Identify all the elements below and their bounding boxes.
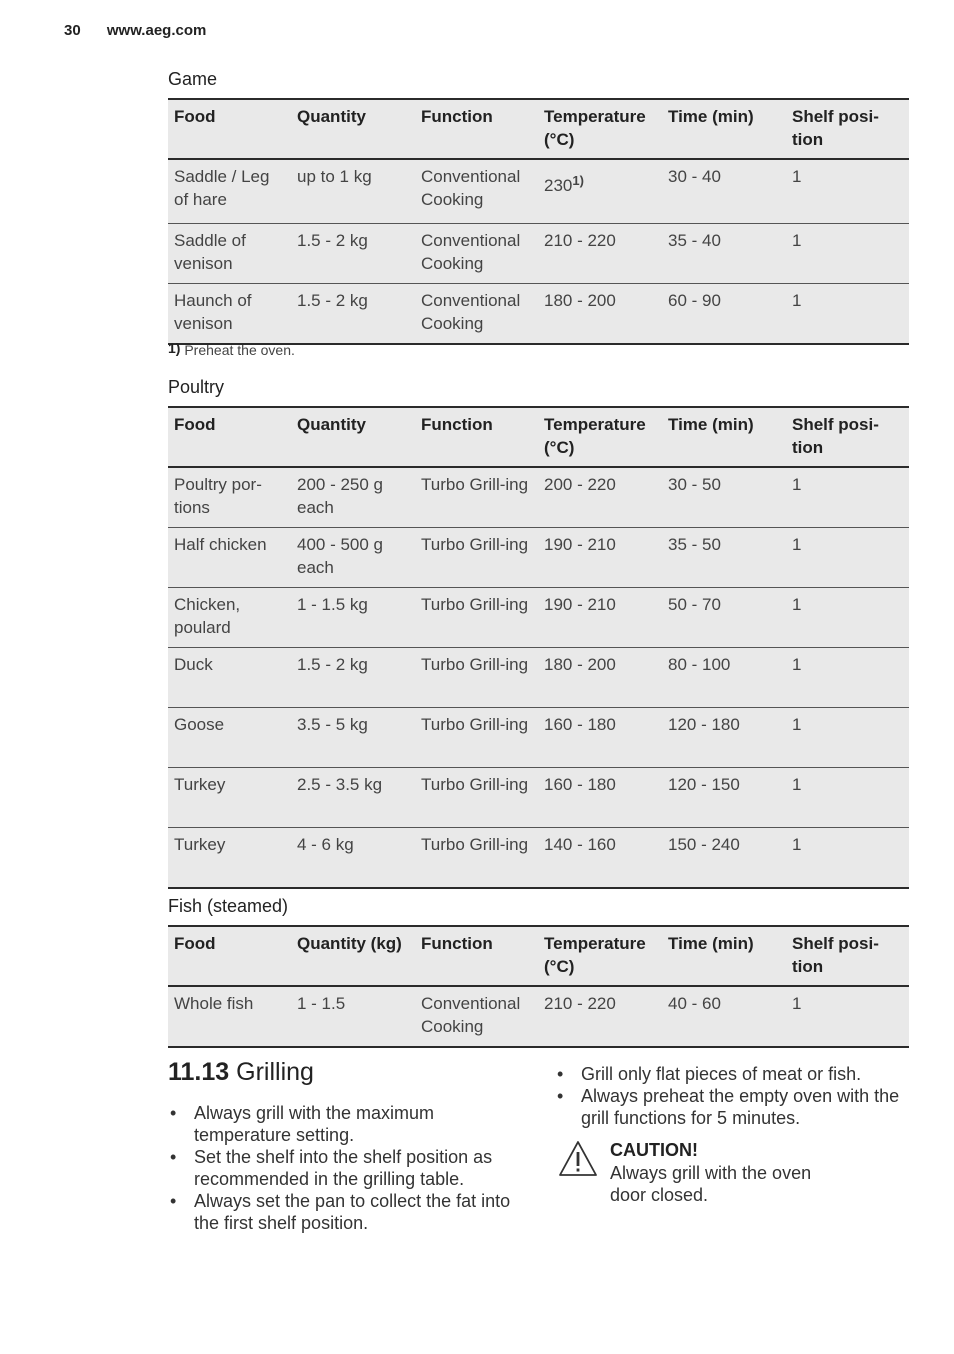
list-item: • Always preheat the empty oven with the grill functions for 5 minutes. (555, 1085, 905, 1129)
cell-function: Turbo Grill-ing (415, 708, 538, 768)
cell-shelf: 1 (786, 528, 909, 588)
cell-time: 80 - 100 (662, 648, 786, 708)
cell-shelf: 1 (786, 588, 909, 648)
col-header-function: Function (415, 407, 538, 467)
cell-temperature: 210 - 220 (538, 224, 662, 284)
table-row (168, 986, 909, 1047)
section-title: Grilling (236, 1058, 314, 1086)
list-item: • Set the shelf into the shelf position as recommended in the grilling table. (168, 1146, 528, 1190)
cell-quantity: 1.5 - 2 kg (291, 648, 415, 708)
cell-time: 30 - 50 (662, 467, 786, 528)
cell-quantity: 400 - 500 g each (291, 528, 415, 588)
section-title-fish: Fish (steamed) (168, 896, 289, 916)
section-title-game: Game (168, 69, 218, 89)
col-header-function: Function (415, 926, 538, 986)
cell-temperature: 210 - 220 (538, 986, 662, 1047)
table-row (168, 768, 909, 828)
col-header-food: Food (168, 407, 291, 467)
warning-triangle-icon (558, 1140, 598, 1178)
cell-time: 50 - 70 (662, 588, 786, 648)
cell-shelf: 1 (786, 986, 909, 1047)
cell-temperature: 180 - 200 (538, 284, 662, 345)
col-header-temperature: Temperature (°C) (538, 407, 662, 467)
page-header (64, 22, 206, 39)
cell-temperature: 160 - 180 (538, 708, 662, 768)
grilling-tips-left (168, 1102, 528, 1234)
col-header-shelf: Shelf posi-tion (786, 926, 909, 986)
table-row (168, 467, 909, 528)
cell-food: Poultry por-tions (168, 467, 291, 528)
temperature-value: 230 (544, 176, 573, 195)
cell-time: 60 - 90 (662, 284, 786, 345)
cell-time: 30 - 40 (662, 159, 786, 224)
col-header-function: Function (415, 99, 538, 159)
col-header-shelf: Shelf posi-tion (786, 407, 909, 467)
footnote-reference: 1) (572, 173, 584, 188)
cell-quantity: 1 - 1.5 (291, 986, 415, 1047)
table-row (168, 284, 909, 345)
cell-shelf: 1 (786, 828, 909, 889)
cell-function: Conventional Cooking (415, 224, 538, 284)
cell-shelf: 1 (786, 768, 909, 828)
cell-function: Turbo Grill-ing (415, 528, 538, 588)
col-header-time: Time (min) (662, 407, 786, 467)
section-title-poultry: Poultry (168, 377, 225, 397)
cell-food: Saddle / Leg of hare (168, 159, 291, 224)
cell-function: Conventional Cooking (415, 986, 538, 1047)
cell-shelf: 1 (786, 648, 909, 708)
cell-temperature: 140 - 160 (538, 828, 662, 889)
cell-quantity: 1 - 1.5 kg (291, 588, 415, 648)
cell-shelf: 1 (786, 284, 909, 345)
cell-time: 40 - 60 (662, 986, 786, 1047)
cell-function: Turbo Grill-ing (415, 828, 538, 889)
list-item: • Grill only flat pieces of meat or fish. (555, 1063, 905, 1085)
col-header-temperature: Temperature (°C) (538, 99, 662, 159)
cell-time: 150 - 240 (662, 828, 786, 889)
section-number: 11.13 (168, 1058, 230, 1086)
cell-food: Chicken, poulard (168, 588, 291, 648)
cell-temperature: 180 - 200 (538, 648, 662, 708)
table-row (168, 224, 909, 284)
cell-quantity: up to 1 kg (291, 159, 415, 224)
cell-temperature: 190 - 210 (538, 588, 662, 648)
cell-shelf: 1 (786, 159, 909, 224)
caution-text: Always grill with the oven door closed. (610, 1163, 812, 1205)
list-item: • Always set the pan to collect the fat into the first shelf position. (168, 1190, 528, 1234)
footnote (168, 340, 295, 358)
col-header-quantity: Quantity (291, 407, 415, 467)
cell-time: 35 - 40 (662, 224, 786, 284)
col-header-quantity: Quantity (291, 99, 415, 159)
website-url: www.aeg.com (106, 22, 207, 39)
cell-shelf: 1 (786, 467, 909, 528)
cell-function: Turbo Grill-ing (415, 588, 538, 648)
cell-shelf: 1 (786, 224, 909, 284)
table-row (168, 708, 909, 768)
col-header-quantity: Quantity (kg) (291, 926, 415, 986)
col-header-food: Food (168, 926, 291, 986)
table-row (168, 588, 909, 648)
caution-title: CAUTION! (610, 1140, 698, 1160)
page-number: 30 (64, 22, 81, 39)
cell-function: Turbo Grill-ing (415, 648, 538, 708)
poultry-table (168, 406, 909, 889)
cell-quantity: 1.5 - 2 kg (291, 284, 415, 345)
table-row (168, 828, 909, 889)
table-row (168, 528, 909, 588)
cell-temperature (538, 159, 662, 224)
cell-quantity: 1.5 - 2 kg (291, 224, 415, 284)
cell-food: Goose (168, 708, 291, 768)
cell-quantity: 2.5 - 3.5 kg (291, 768, 415, 828)
fish-table (168, 925, 909, 1048)
cell-shelf: 1 (786, 708, 909, 768)
section-heading-grilling (168, 1058, 314, 1087)
cell-function: Conventional Cooking (415, 159, 538, 224)
cell-quantity: 4 - 6 kg (291, 828, 415, 889)
cell-food: Half chicken (168, 528, 291, 588)
cell-quantity: 3.5 - 5 kg (291, 708, 415, 768)
list-item: • Always grill with the maximum temperature setting. (168, 1102, 528, 1146)
cell-food: Duck (168, 648, 291, 708)
cell-food: Haunch of venison (168, 284, 291, 345)
cell-quantity: 200 - 250 g each (291, 467, 415, 528)
table-row (168, 648, 909, 708)
cell-function: Turbo Grill-ing (415, 467, 538, 528)
cell-food: Turkey (168, 768, 291, 828)
table-row (168, 159, 909, 224)
cell-temperature: 190 - 210 (538, 528, 662, 588)
cell-temperature: 200 - 220 (538, 467, 662, 528)
cell-time: 120 - 180 (662, 708, 786, 768)
cell-time: 120 - 150 (662, 768, 786, 828)
cell-food: Saddle of venison (168, 224, 291, 284)
col-header-temperature: Temperature (°C) (538, 926, 662, 986)
col-header-shelf: Shelf posi-tion (786, 99, 909, 159)
cell-time: 35 - 50 (662, 528, 786, 588)
footnote-text: Preheat the oven. (184, 342, 295, 358)
game-table (168, 98, 909, 345)
col-header-time: Time (min) (662, 926, 786, 986)
cell-food: Whole fish (168, 986, 291, 1047)
cell-temperature: 160 - 180 (538, 768, 662, 828)
cell-function: Turbo Grill-ing (415, 768, 538, 828)
col-header-food: Food (168, 99, 291, 159)
col-header-time: Time (min) (662, 99, 786, 159)
cell-food: Turkey (168, 828, 291, 889)
cell-function: Conventional Cooking (415, 284, 538, 345)
footnote-mark: 1) (168, 340, 181, 356)
grilling-tips-right (555, 1063, 905, 1129)
